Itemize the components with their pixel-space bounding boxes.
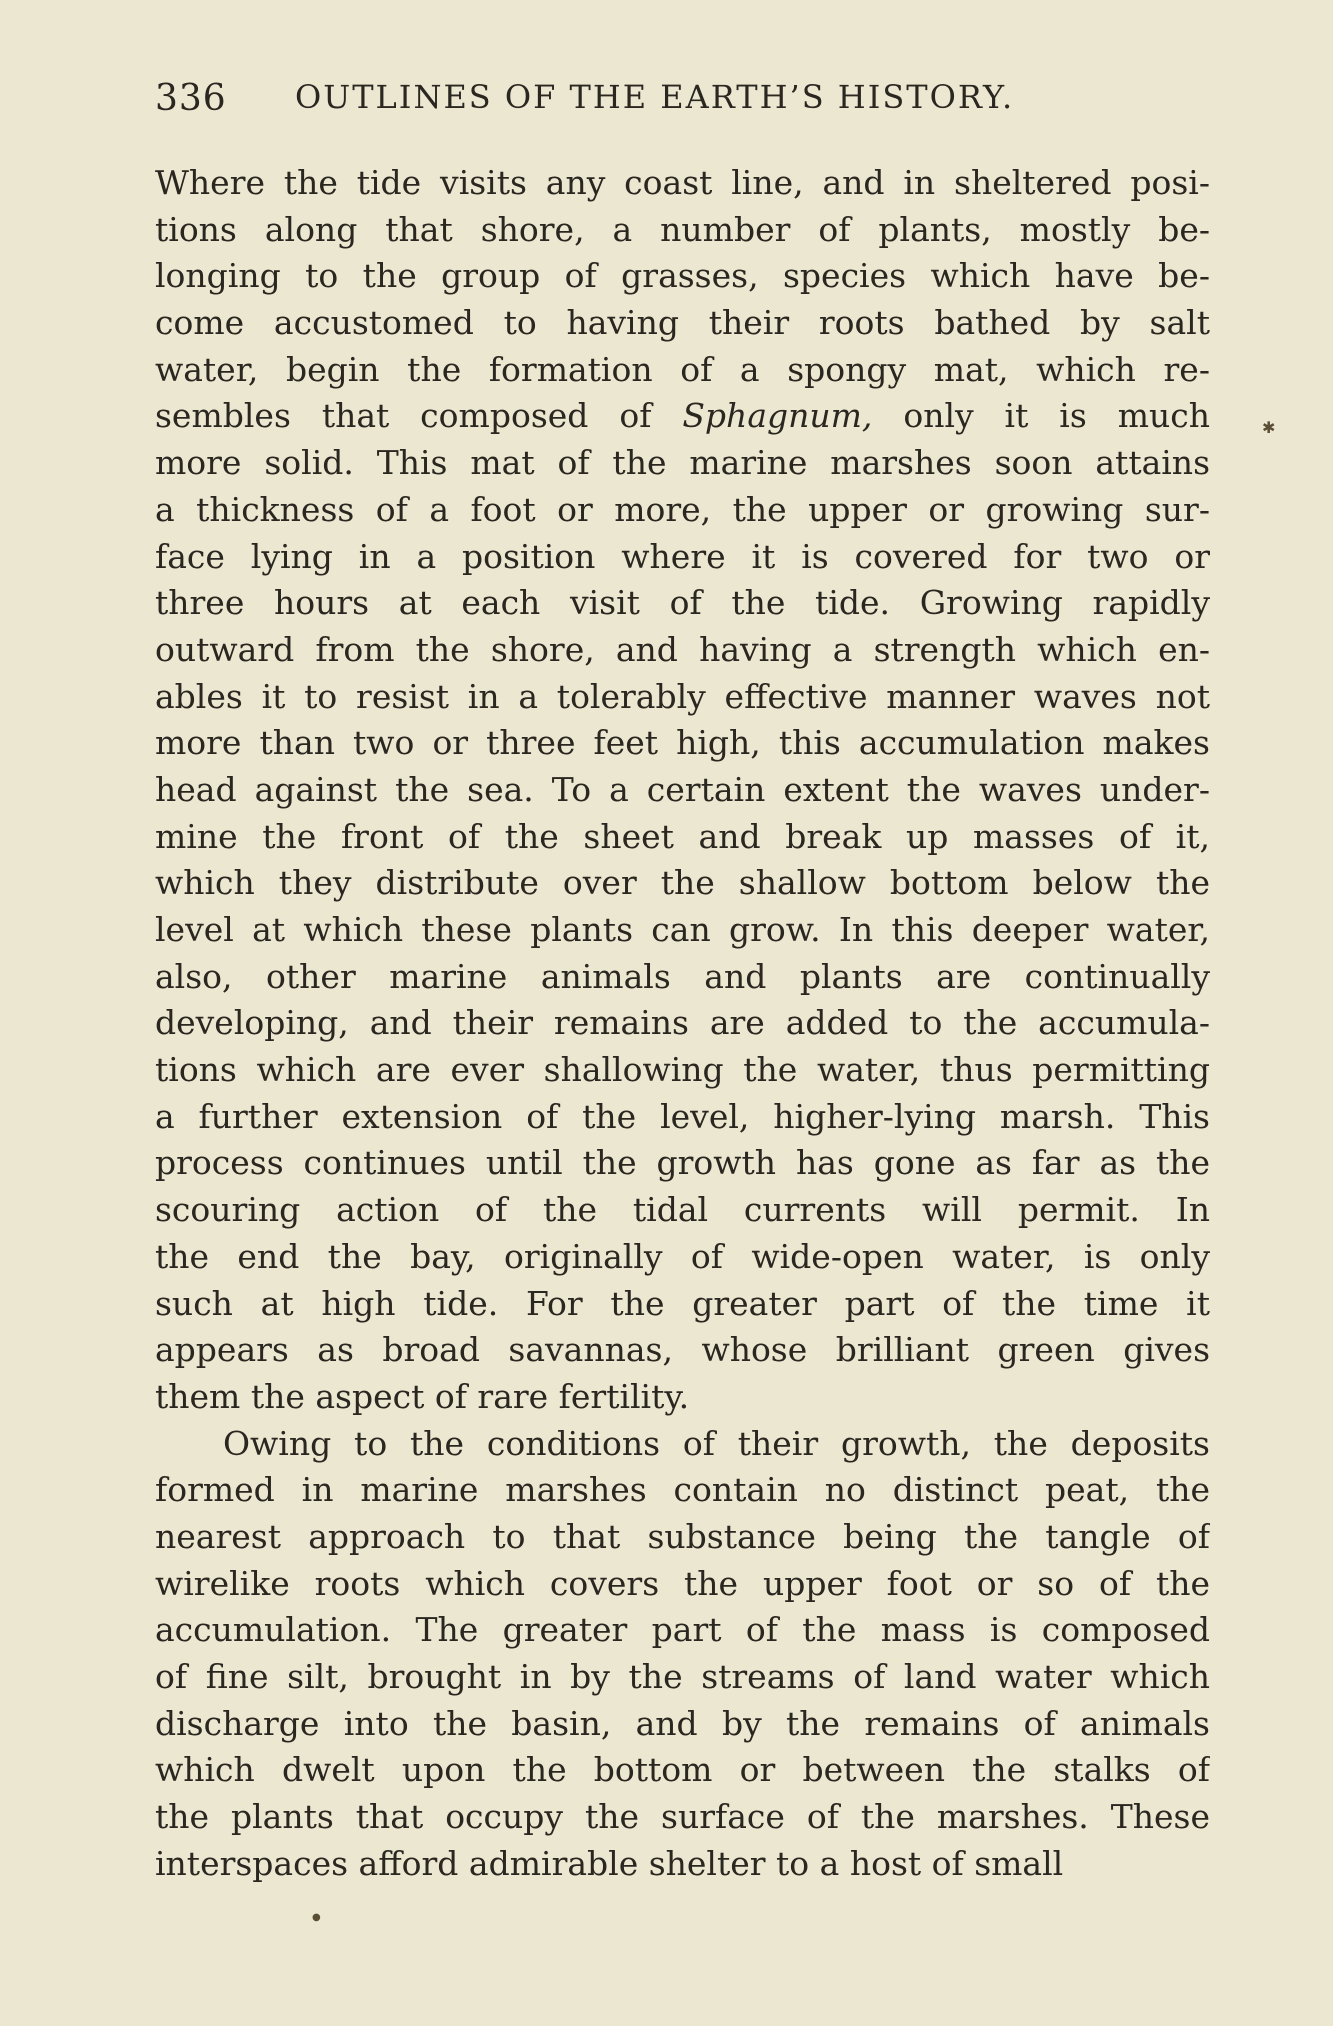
text-line: head against the sea. To a certain extent the waves under- [155, 769, 1210, 809]
text-line: such at high tide. For the greater part of the time it [155, 1283, 1210, 1323]
text-line: level at which these plants can grow. In this deeper water, [155, 910, 1210, 949]
text-line: longing to the group of grasses, species which have be- [155, 256, 1210, 296]
text-line: also, other marine animals and plants are continually [155, 956, 1210, 996]
text-line: which dwelt upon the bottom or between the stalks of [155, 1750, 1210, 1790]
text-line: of fine silt, brought in by the streams of land water which [155, 1657, 1210, 1696]
text-line: the plants that occupy the surface of the marshes. These [155, 1797, 1210, 1837]
text-line: which they distribute over the shallow bottom below the [155, 863, 1210, 903]
text-line: three hours at each visit of the tide. Growing rapidly [155, 583, 1210, 623]
text-line: tions which are ever shallowing the water, thus permitting [155, 1050, 1210, 1090]
text-line: Where the tide visits any coast line, and in sheltered posi- [155, 163, 1210, 202]
text-line: interspaces afford admirable shelter to a host of small [155, 1843, 1064, 1883]
text-line: more than two or three feet high, this accumulation makes [155, 723, 1210, 763]
text-line: mine the front of the sheet and break up masses of it, [155, 816, 1210, 856]
text-line: come accustomed to having their roots bathed by salt [155, 303, 1210, 343]
page-number: 336 [155, 78, 227, 119]
text-line: water, begin the formation of a spongy mat, which re- [155, 349, 1210, 389]
text-line: accumulation. The greater part of the mass is composed [155, 1610, 1210, 1650]
text-line: scouring action of the tidal currents will permit. In [155, 1190, 1210, 1230]
text-run: sembles that composed of [155, 396, 683, 436]
italic-term: Sphagnum, [682, 396, 873, 436]
text-line: ables it to resist in a tolerably effective manner waves not [155, 676, 1210, 716]
body-text [155, 160, 1210, 1887]
text-line [155, 393, 1210, 440]
text-line: discharge into the basin, and by the remains of animals [155, 1703, 1210, 1743]
running-title: OUTLINES OF THE EARTH’S HISTORY. [295, 78, 1015, 116]
text-line: appears as broad savannas, whose brilliant green gives [155, 1330, 1210, 1370]
text-line: a thickness of a foot or more, the upper or growing sur- [155, 489, 1210, 529]
paragraph [155, 1421, 1210, 1888]
text-line: nearest approach to that substance being the tangle of [155, 1516, 1210, 1556]
margin-mark: ✱ [1262, 418, 1276, 437]
text-line: the end the bay, originally of wide-open water, is only [155, 1236, 1210, 1276]
stray-dot: ● [312, 1912, 321, 1923]
text-line: formed in marine marshes contain no distinct peat, the [155, 1470, 1210, 1510]
text-line: a further extension of the level, higher-lying marsh. This [155, 1096, 1210, 1136]
page-header [155, 78, 1215, 128]
text-line: Owing to the conditions of their growth, the deposits [223, 1423, 1210, 1463]
text-line: them the aspect of rare fertility. [155, 1376, 690, 1416]
text-line: wirelike roots which covers the upper foot or so of the [155, 1563, 1210, 1603]
text-line: face lying in a position where it is covered for two or [155, 536, 1210, 576]
text-line: process continues until the growth has gone as far as the [155, 1143, 1210, 1183]
text-run: only it is much [872, 396, 1210, 436]
text-line: developing, and their remains are added to the accumula- [155, 1003, 1210, 1043]
text-line: outward from the shore, and having a strength which en- [155, 629, 1210, 669]
paragraph [155, 160, 1210, 1421]
text-line: tions along that shore, a number of plants, mostly be- [155, 209, 1210, 249]
text-line: more solid. This mat of the marine marshes soon attains [155, 443, 1210, 483]
